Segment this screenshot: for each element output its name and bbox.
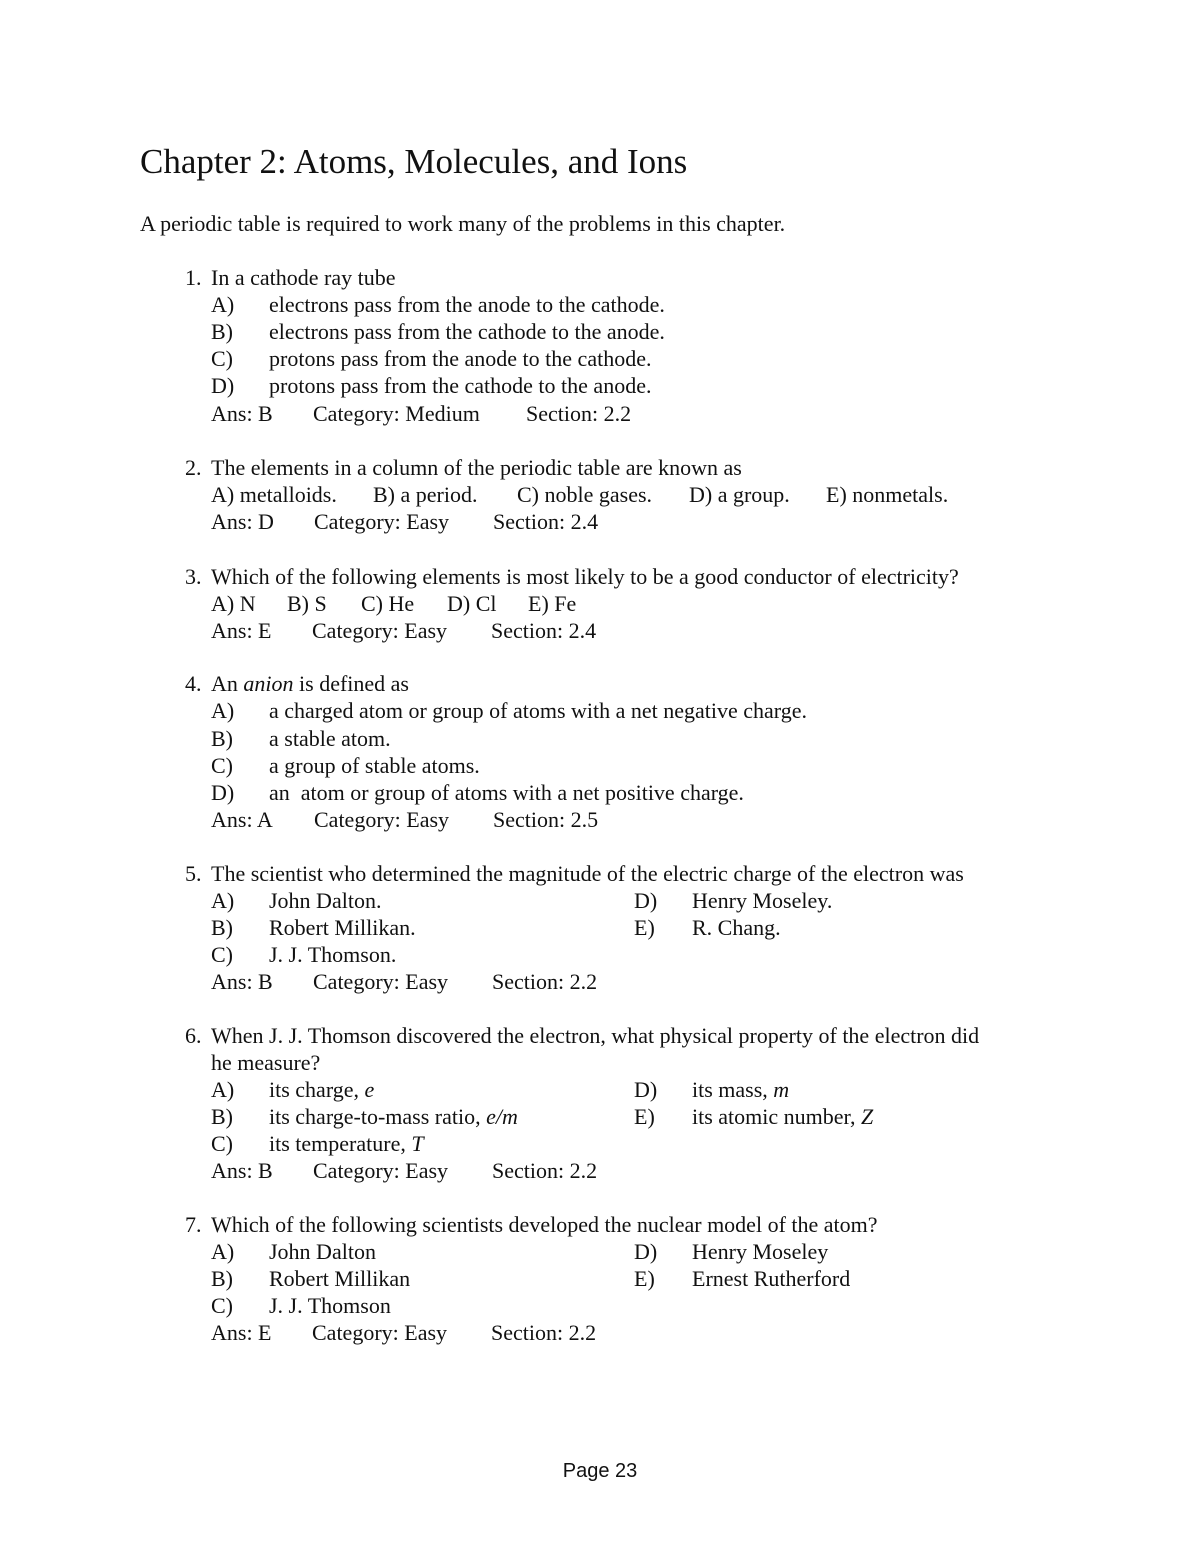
category: Category: Easy [314, 509, 450, 534]
option-text: Robert Millikan. [269, 915, 416, 940]
option-text [269, 1131, 424, 1157]
option-symbol: m [773, 1077, 790, 1102]
option-label: B) [211, 915, 233, 940]
option-label: D) [634, 1077, 658, 1102]
option-inline: A) N [211, 591, 256, 616]
option-text [269, 1077, 374, 1103]
category: Category: Easy [312, 618, 448, 643]
option-text: protons pass from the cathode to the anode. [269, 373, 652, 398]
intro-text: A periodic table is required to work many of the problems in this chapter. [140, 211, 786, 236]
option-label: D) [211, 373, 235, 398]
answer: Ans: E [211, 1320, 272, 1345]
section: Section: 2.2 [491, 1320, 597, 1345]
option-inline: E) nonmetals. [826, 482, 949, 507]
option-text: John Dalton [269, 1239, 376, 1264]
option-text: Henry Moseley [692, 1239, 829, 1264]
answer: Ans: E [211, 618, 272, 643]
page-number: Page 23 [562, 1460, 638, 1482]
question-number: 4. [185, 671, 202, 696]
answer: Ans: D [211, 509, 274, 534]
section: Section: 2.4 [491, 618, 597, 643]
option-inline: B) a period. [373, 482, 478, 507]
option-label: D) [634, 888, 658, 913]
option-label: A) [211, 1077, 235, 1102]
question-number: 6. [185, 1023, 202, 1048]
section: Section: 2.2 [492, 1158, 598, 1183]
question-text-post: is defined as [299, 671, 409, 696]
option-label: B) [211, 1104, 233, 1129]
option-inline: E) Fe [528, 591, 577, 616]
option-text: an atom or group of atoms with a net positive charge. [269, 780, 744, 805]
option-text: protons pass from the anode to the cathode. [269, 346, 652, 371]
option-text: a stable atom. [269, 726, 391, 751]
question-number: 7. [185, 1212, 202, 1237]
option-inline: D) Cl [447, 591, 497, 616]
option-label: E) [634, 1104, 655, 1129]
option-text-main: its charge-to-mass ratio, [269, 1104, 481, 1129]
question-text: The elements in a column of the periodic table are known as [211, 455, 742, 480]
option-label: D) [634, 1239, 658, 1264]
question-text-line2: he measure? [211, 1050, 321, 1075]
option-text-main: its mass, [692, 1077, 768, 1102]
option-text: electrons pass from the anode to the cathode. [269, 292, 665, 317]
option-text: electrons pass from the cathode to the anode. [269, 319, 665, 344]
option-label: A) [211, 888, 235, 913]
option-inline: A) metalloids. [211, 482, 337, 507]
category: Category: Easy [312, 1320, 448, 1345]
question-text [211, 671, 409, 697]
option-text: J. J. Thomson [269, 1293, 391, 1318]
option-label: B) [211, 1266, 233, 1291]
page-title: Chapter 2: Atoms, Molecules, and Ions [140, 142, 688, 181]
option-label: C) [211, 1131, 233, 1156]
option-symbol: Z [860, 1104, 874, 1129]
section: Section: 2.4 [493, 509, 599, 534]
question-text: In a cathode ray tube [211, 265, 396, 290]
option-label: A) [211, 292, 235, 317]
section: Section: 2.5 [493, 807, 599, 832]
option-text: R. Chang. [692, 915, 781, 940]
option-symbol: e/m [486, 1104, 518, 1129]
option-label: E) [634, 1266, 655, 1291]
option-inline: B) S [287, 591, 327, 616]
option-text [692, 1077, 789, 1103]
option-text-main: its atomic number, [692, 1104, 856, 1129]
category: Category: Medium [313, 401, 480, 426]
option-label: B) [211, 726, 233, 751]
option-label: A) [211, 1239, 235, 1264]
option-text-main: its temperature, [269, 1131, 406, 1156]
category: Category: Easy [313, 1158, 449, 1183]
option-label: C) [211, 1293, 233, 1318]
option-text: Ernest Rutherford [692, 1266, 851, 1291]
question-number: 1. [185, 265, 202, 290]
category: Category: Easy [314, 807, 450, 832]
option-inline: C) He [361, 591, 415, 616]
option-text: John Dalton. [269, 888, 382, 913]
section: Section: 2.2 [492, 969, 598, 994]
option-text: a charged atom or group of atoms with a net negative charge. [269, 698, 808, 723]
option-inline: D) a group. [689, 482, 790, 507]
category: Category: Easy [313, 969, 449, 994]
term-anion: anion [243, 671, 294, 696]
question-text-pre: An [211, 671, 238, 696]
option-text [692, 1104, 873, 1130]
option-label: C) [211, 942, 233, 967]
answer: Ans: B [211, 969, 273, 994]
question-number: 3. [185, 564, 202, 589]
answer: Ans: A [211, 807, 273, 832]
option-text: Robert Millikan [269, 1266, 411, 1291]
option-label: D) [211, 780, 235, 805]
answer: Ans: B [211, 401, 273, 426]
option-inline: C) noble gases. [517, 482, 653, 507]
question-text: Which of the following elements is most likely to be a good conductor of electricity? [211, 564, 959, 589]
option-text: Henry Moseley. [692, 888, 833, 913]
option-text: a group of stable atoms. [269, 753, 480, 778]
option-label: B) [211, 319, 233, 344]
answer: Ans: B [211, 1158, 273, 1183]
option-text: J. J. Thomson. [269, 942, 397, 967]
section: Section: 2.2 [526, 401, 632, 426]
option-text [269, 1104, 518, 1130]
option-label: C) [211, 753, 233, 778]
question-text-line1: When J. J. Thomson discovered the electron, what physical property of the electron did [211, 1023, 980, 1048]
question-number: 2. [185, 455, 202, 480]
option-text-main: its charge, [269, 1077, 360, 1102]
question-text: The scientist who determined the magnitude of the electric charge of the electron was [211, 861, 964, 886]
option-symbol: e [364, 1077, 375, 1102]
question-text: Which of the following scientists developed the nuclear model of the atom? [211, 1212, 878, 1237]
option-label: E) [634, 915, 655, 940]
option-symbol: T [411, 1131, 424, 1156]
question-number: 5. [185, 861, 202, 886]
option-label: A) [211, 698, 235, 723]
option-label: C) [211, 346, 233, 371]
